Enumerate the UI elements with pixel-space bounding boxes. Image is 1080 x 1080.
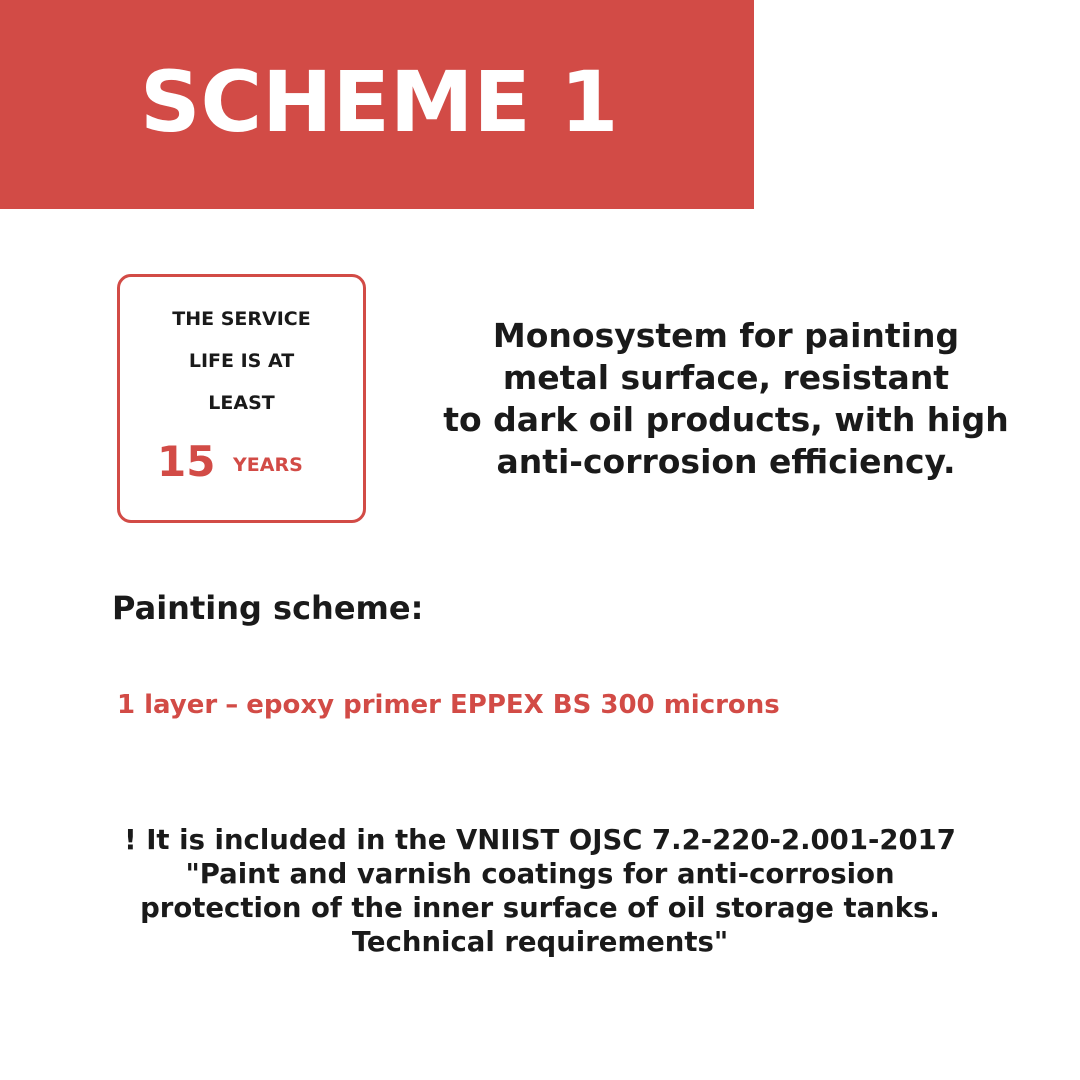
system-description bbox=[396, 315, 1056, 483]
title-banner bbox=[0, 0, 754, 209]
standard-note bbox=[40, 823, 1040, 959]
service-life-line-1: THE SERVICE bbox=[172, 308, 311, 330]
service-life-line-2: LIFE IS AT bbox=[188, 350, 295, 372]
layer-count: 1 layer bbox=[117, 690, 218, 720]
service-life-line-3: LEAST bbox=[208, 392, 275, 414]
painting-scheme-heading: Painting scheme: bbox=[112, 589, 424, 627]
description-line: metal surface, resistant bbox=[502, 358, 950, 397]
scheme-title: SCHEME 1 bbox=[140, 53, 619, 151]
layer-dash: – bbox=[225, 690, 239, 720]
note-line: "Paint and varnish coatings for anti-corrosion bbox=[185, 858, 895, 890]
service-life-card bbox=[117, 274, 366, 523]
note-line: ! It is included in the VNIIST OJSC 7.2-220-2.001-2017 bbox=[124, 824, 956, 856]
description-line: anti-corrosion efficiency. bbox=[496, 442, 956, 481]
description-line: to dark oil products, with high bbox=[443, 400, 1009, 439]
layer-description: epoxy primer EPPEX BS 300 microns bbox=[246, 690, 780, 720]
service-life-years-unit: YEARS bbox=[233, 454, 303, 476]
description-line: Monosystem for painting bbox=[492, 316, 960, 355]
note-line: protection of the inner surface of oil storage tanks. bbox=[140, 892, 940, 924]
note-line: Technical requirements" bbox=[351, 926, 729, 958]
layer-item bbox=[117, 688, 780, 722]
service-life-years-number: 15 bbox=[157, 437, 216, 486]
